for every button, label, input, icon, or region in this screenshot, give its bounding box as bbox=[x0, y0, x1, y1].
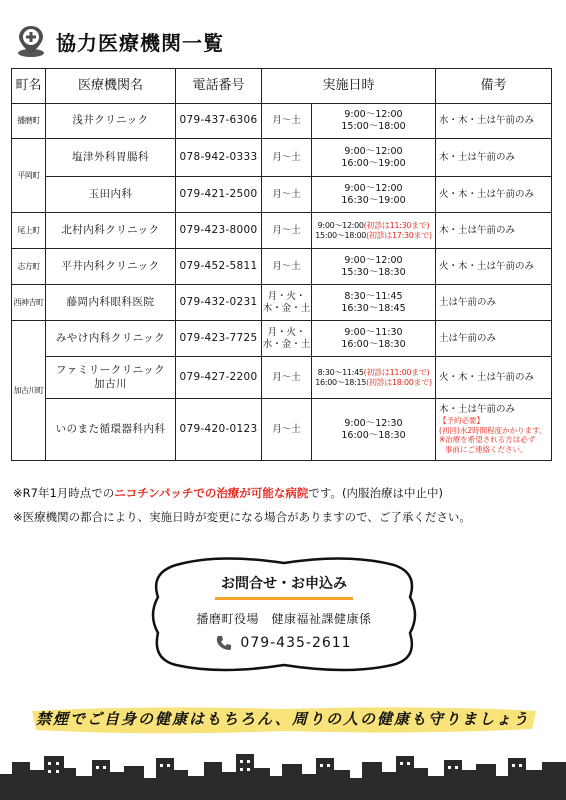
schedule-time: 8:30～11:45 16:30～18:45 bbox=[312, 285, 436, 321]
schedule-time: 8:30～11:45(初診は11:00まで) 16:00～18:15(初診は18:00まで) bbox=[312, 357, 436, 399]
hospital-name: 浅井クリニック bbox=[46, 104, 176, 139]
note-cell: 火・木・土は午前のみ bbox=[436, 249, 552, 285]
table-row bbox=[12, 104, 552, 139]
header-town: 町名 bbox=[12, 69, 46, 104]
hospital-name: みやけ内科クリニック bbox=[46, 321, 176, 357]
table-row bbox=[12, 285, 552, 321]
note-cell: 木・土は午前のみ bbox=[436, 213, 552, 249]
table-row bbox=[12, 249, 552, 285]
header-tel: 電話番号 bbox=[176, 69, 262, 104]
title-row bbox=[14, 22, 224, 60]
phone-number: 079-437-6306 bbox=[176, 104, 262, 139]
phone-number: 079-427-2200 bbox=[176, 357, 262, 399]
town-cell: 播磨町 bbox=[12, 104, 46, 139]
schedule-days: 月～土 bbox=[262, 249, 312, 285]
footnote-1: ※R7年1月時点でのニコチンパッチでの治療が可能な病院です。(内服治療は中止中) bbox=[13, 486, 443, 500]
schedule-time: 9:00～12:00 16:00～19:00 bbox=[312, 139, 436, 177]
phone-number: 079-432-0231 bbox=[176, 285, 262, 321]
town-cell: 尾上町 bbox=[12, 213, 46, 249]
table-row bbox=[12, 357, 552, 399]
schedule-days: 月・火・ 水・金・土 bbox=[262, 321, 312, 357]
header-note: 備考 bbox=[436, 69, 552, 104]
footnote-2: ※医療機関の都合により、実施日時が変更になる場合がありますので、ご了承ください。 bbox=[13, 510, 471, 524]
slogan: 禁煙でご自身の健康はもちろん、周りの人の健康も守りましょう bbox=[36, 710, 530, 728]
contact-phone-number: 079-435-2611 bbox=[240, 635, 352, 651]
schedule-days: 月・火・ 木・金・土 bbox=[262, 285, 312, 321]
schedule-time: 9:00～12:00 15:00～18:00 bbox=[312, 104, 436, 139]
hospital-name: 平井内科クリニック bbox=[46, 249, 176, 285]
table-row bbox=[12, 139, 552, 177]
footnotes bbox=[13, 481, 553, 529]
note-cell: 火・木・土は午前のみ bbox=[436, 357, 552, 399]
phone-number: 079-420-0123 bbox=[176, 399, 262, 461]
note-cell: 土は午前のみ bbox=[436, 321, 552, 357]
schedule-days: 月～土 bbox=[262, 357, 312, 399]
table-row bbox=[12, 321, 552, 357]
note-cell: 土は午前のみ bbox=[436, 285, 552, 321]
phone-icon bbox=[216, 635, 232, 651]
page-title: 協力医療機関一覧 bbox=[56, 30, 224, 55]
phone-number: 078-942-0333 bbox=[176, 139, 262, 177]
schedule-days: 月～土 bbox=[262, 139, 312, 177]
hospital-name: いのまた循環器科内科 bbox=[46, 399, 176, 461]
hospital-name: 玉田内科 bbox=[46, 177, 176, 213]
header-schedule: 実施日時 bbox=[262, 69, 436, 104]
hospital-name: ファミリークリニック 加古川 bbox=[46, 357, 176, 399]
table-row bbox=[12, 399, 552, 461]
note-cell: 火・木・土は午前のみ bbox=[436, 177, 552, 213]
note-cell: 水・木・土は午前のみ bbox=[436, 104, 552, 139]
schedule-time: 9:00～12:30 16:00～18:30 bbox=[312, 399, 436, 461]
table-row bbox=[12, 177, 552, 213]
note-cell: 木・土は午前のみ 【予約必要】 (初回)水2時間程度かかります。 ※治療を希望される方は必ず 事前にご連絡ください。 bbox=[436, 399, 552, 461]
schedule-days: 月～土 bbox=[262, 213, 312, 249]
phone-number: 079-423-7725 bbox=[176, 321, 262, 357]
hospital-name: 塩津外科胃腸科 bbox=[46, 139, 176, 177]
contact-box bbox=[148, 555, 420, 673]
table-row bbox=[12, 213, 552, 249]
schedule-time: 9:00～12:00 15:30～18:30 bbox=[312, 249, 436, 285]
hospital-name: 北村内科クリニック bbox=[46, 213, 176, 249]
schedule-days: 月～土 bbox=[262, 177, 312, 213]
schedule-days: 月～土 bbox=[262, 399, 312, 461]
location-pin-plus-icon bbox=[14, 24, 48, 58]
hospital-name: 藤岡内科眼科医院 bbox=[46, 285, 176, 321]
note-cell: 木・土は午前のみ bbox=[436, 139, 552, 177]
schedule-time: 9:00～12:00(初診は11:30まで) 15:00～18:00(初診は17:30まで) bbox=[312, 213, 436, 249]
contact-phone bbox=[148, 635, 420, 651]
phone-number: 079-452-5811 bbox=[176, 249, 262, 285]
town-cell: 西神吉町 bbox=[12, 285, 46, 321]
schedule-days: 月～土 bbox=[262, 104, 312, 139]
contact-heading: お問合せ・お申込み bbox=[215, 573, 353, 600]
city-skyline-decoration bbox=[0, 752, 566, 800]
contact-department: 播磨町役場 健康福祉課健康係 bbox=[196, 612, 372, 626]
schedule-time: 9:00～12:00 16:30～19:00 bbox=[312, 177, 436, 213]
header-name: 医療機関名 bbox=[46, 69, 176, 104]
hospital-table bbox=[11, 68, 552, 461]
phone-number: 079-421-2500 bbox=[176, 177, 262, 213]
schedule-time: 9:00～11:30 16:00～18:30 bbox=[312, 321, 436, 357]
town-cell: 加古川町 bbox=[12, 321, 46, 461]
town-cell: 平岡町 bbox=[12, 139, 46, 213]
phone-number: 079-423-8000 bbox=[176, 213, 262, 249]
town-cell: 志方町 bbox=[12, 249, 46, 285]
table-header-row bbox=[12, 69, 552, 104]
